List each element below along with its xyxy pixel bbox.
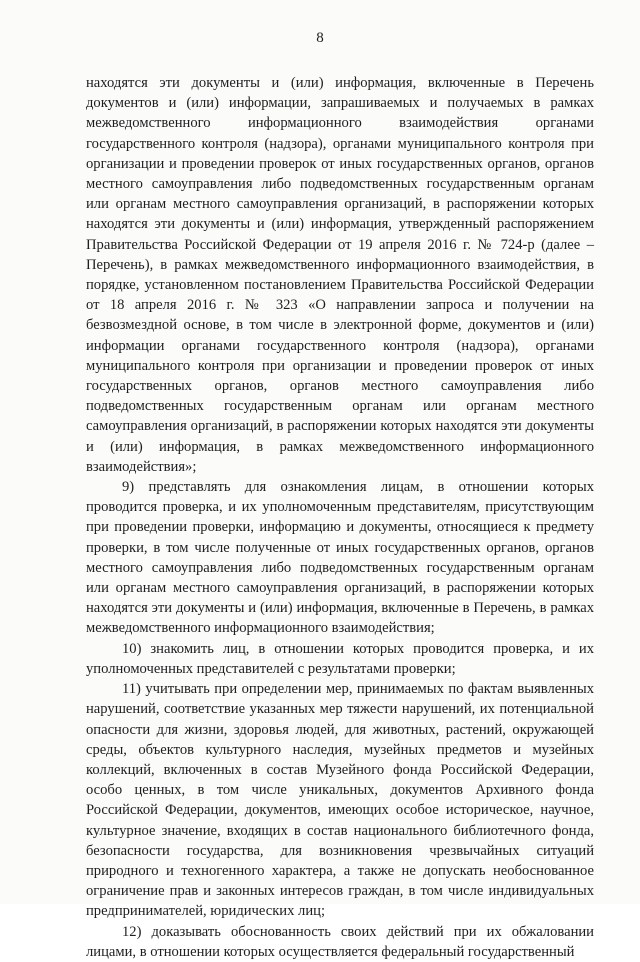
page-number: 8 — [316, 30, 324, 46]
document-body — [86, 73, 594, 962]
paragraph-continuation: находятся эти документы и (или) информация, включенные в Перечень документов и (или) информации, запрашиваемых и получаемых в рамках межведомственного информационного взаимодействия органами государственного контроля (надзора), органами муниципального контроля при организации и проведении проверок от иных государственных органов, органов местного самоуправления либо подведомственных государственным органам или органам местного самоуправления организаций, в распоряжении которых находятся эти документы и (или) информация, утвержденный распоряжением Правительства Российской Федерации от 19 апреля 2016 г. № 724-р (далее – Перечень), в рамках межведомственного информационного взаимодействия, в порядке, установленном постановлением Правительства Российской Федерации от 18 апреля 2016 г. № 323 «О направлении запроса и получении на безвозмездной основе, в том числе в электронной форме, документов и (или) информации органами государственного контроля (надзора), органами муниципального контроля при организации и проведении проверок от иных государственных органов, органов местного самоуправления либо подведомственных государственным органам или органам местного самоуправления организаций, в распоряжении которых находятся эти документы и (или) информация, в рамках межведомственного информационного взаимодействия»; — [86, 75, 594, 475]
paragraph-item-12: 12) доказывать обоснованность своих действий при их обжаловании лицами, в отношении которых осуществляется федеральный государственный — [86, 923, 594, 960]
paragraph-item-9: 9) представлять для ознакомления лицам, в отношении которых проводится проверка, и их уполномоченным представителям, присутствующим при проведении проверки, информацию и документы, относящиеся к предмету проверки, в том числе полученные от иных государственных органов, органов местного самоуправления либо подведомственных государственным органам или органам местного самоуправления организаций, в распоряжении которых находятся эти документы и (или) информация, включенные в Перечень, в рамках межведомственного информационного взаимодействия; — [86, 479, 594, 637]
paragraph-item-10: 10) знакомить лиц, в отношении которых проводится проверка, и их уполномоченных представителей с результатами проверки; — [86, 640, 594, 677]
paragraph-item-11: 11) учитывать при определении мер, принимаемых по фактам выявленных нарушений, соответствие указанных мер тяжести нарушений, их потенциальной опасности для жизни, здоровья людей, для животных, растений, окружающей среды, объектов культурного наследия, музейных предметов и музейных коллекций, включенных в состав Музейного фонда Российской Федерации, особо ценных, в том числе уникальных, документов Архивного фонда Российской Федерации, документов, имеющих особое историческое, научное, культурное значение, входящих в состав национального библиотечного фонда, безопасности государства, для возникновения чрезвычайных ситуаций природного и техногенного характера, а также не допускать необоснованное ограничение прав и законных интересов граждан, в том числе индивидуальных предпринимателей, юридических лиц; — [86, 681, 594, 920]
